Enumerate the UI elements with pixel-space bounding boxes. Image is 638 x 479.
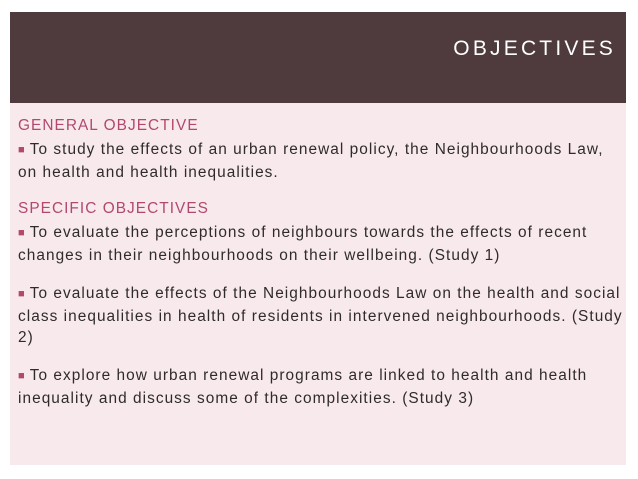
general-objective-heading: GENERAL OBJECTIVE bbox=[18, 117, 199, 134]
specific-objective-text-1: To evaluate the perceptions of neighbours towards the effects of recent changes in their neighbourhoods on their wellbeing. (Study 1) bbox=[18, 224, 588, 264]
specific-objective-text-3: To explore how urban renewal programs are linked to health and health inequality and discuss some of the complexities. (Study 3) bbox=[18, 367, 588, 407]
specific-objective-text-2: To evaluate the effects of the Neighbourhoods Law on the health and social class inequalities in health of residents in intervened neighbourhoods. (Study 2) bbox=[18, 285, 623, 346]
general-objective-text: To study the effects of an urban renewal policy, the Neighbourhoods Law, on health and health inequalities. bbox=[18, 141, 604, 181]
slide-title: OBJECTIVES bbox=[453, 37, 616, 60]
specific-objectives-heading: SPECIFIC OBJECTIVES bbox=[18, 200, 209, 217]
specific-objective-bullet-3 bbox=[18, 365, 628, 409]
general-objective-bullet bbox=[18, 139, 628, 183]
specific-objective-bullet-2 bbox=[18, 283, 628, 348]
square-bullet-icon: ■ bbox=[18, 144, 26, 156]
slide-content bbox=[18, 115, 628, 409]
square-bullet-icon: ■ bbox=[18, 288, 26, 300]
square-bullet-icon: ■ bbox=[18, 370, 26, 382]
specific-objective-bullet-1 bbox=[18, 222, 628, 266]
square-bullet-icon: ■ bbox=[18, 227, 26, 239]
